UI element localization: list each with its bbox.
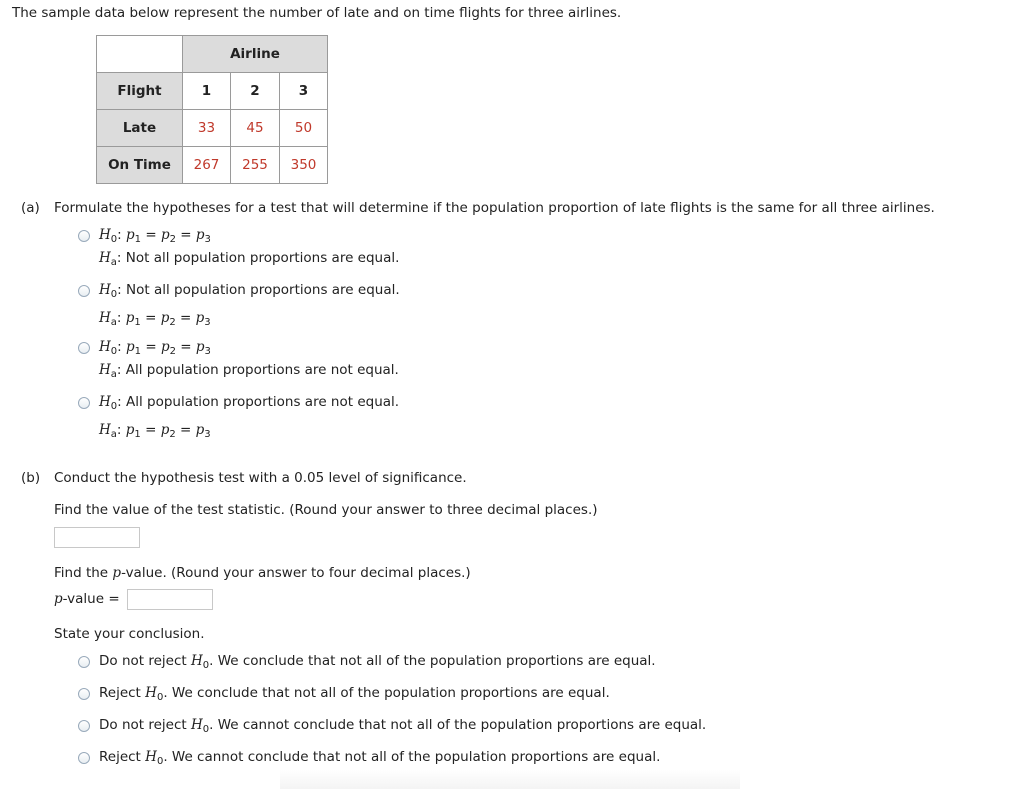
intro-text: The sample data below represent the number of late and on time flights for three airlines. bbox=[12, 5, 622, 21]
row-label-late: Late bbox=[97, 110, 183, 147]
table-cell: 350 bbox=[280, 147, 328, 184]
part-b-intro: Conduct the hypothesis test with a 0.05 level of significance. bbox=[54, 470, 467, 486]
conclusion-prompt: State your conclusion. bbox=[54, 626, 205, 642]
table-row bbox=[97, 147, 328, 184]
hypothesis-option-2-ha: $H_a$: $p_1 = p_2 = p_3$ bbox=[99, 310, 211, 328]
table-cell: 255 bbox=[231, 147, 280, 184]
hypothesis-option-3-ha: $H_a$: All population proportions are not equal. bbox=[99, 362, 399, 380]
table-row bbox=[97, 110, 328, 147]
hypothesis-option-4-ha: $H_a$: $p_1 = p_2 = p_3$ bbox=[99, 422, 211, 440]
bottom-shadow bbox=[280, 770, 740, 789]
hypothesis-option-2-radio[interactable] bbox=[78, 285, 90, 297]
conclusion-option-4-radio[interactable] bbox=[78, 752, 90, 764]
hypothesis-option-4-h0: $H_0$: All population proportions are not equal. bbox=[99, 394, 400, 412]
hypothesis-option-3-h0: $H_0$: $p_1 = p_2 = p_3$ bbox=[99, 339, 211, 357]
part-a-question: Formulate the hypotheses for a test that will determine if the population proportion of late flights is the same for all three airlines. bbox=[54, 200, 935, 216]
conclusion-option-2-text: Reject $H_0$. We conclude that not all of the population proportions are equal. bbox=[99, 685, 610, 703]
test-statistic-prompt: Find the value of the test statistic. (Round your answer to three decimal places.) bbox=[54, 502, 598, 518]
airline-1-header: 1 bbox=[183, 73, 231, 110]
part-a-label: (a) bbox=[21, 200, 40, 216]
hypothesis-option-1-ha: $H_a$: Not all population proportions are equal. bbox=[99, 250, 400, 268]
conclusion-option-3-radio[interactable] bbox=[78, 720, 90, 732]
conclusion-option-3-text: Do not reject $H_0$. We cannot conclude that not all of the population proportions are equal. bbox=[99, 717, 707, 735]
row-label-on-time: On Time bbox=[97, 147, 183, 184]
airline-header: Airline bbox=[183, 36, 328, 73]
table-empty-corner bbox=[97, 36, 183, 73]
conclusion-option-1-text: Do not reject $H_0$. We conclude that not all of the population proportions are equal. bbox=[99, 653, 656, 671]
flight-header: Flight bbox=[97, 73, 183, 110]
pvalue-prompt: Find the p-value. (Round your answer to four decimal places.) bbox=[54, 565, 471, 581]
airline-3-header: 3 bbox=[280, 73, 328, 110]
conclusion-option-2-radio[interactable] bbox=[78, 688, 90, 700]
part-b-label: (b) bbox=[21, 470, 41, 486]
table-cell: 267 bbox=[183, 147, 231, 184]
conclusion-option-4-text: Reject $H_0$. We cannot conclude that not all of the population proportions are equal. bbox=[99, 749, 661, 767]
table-cell: 33 bbox=[183, 110, 231, 147]
pvalue-label: p-value = bbox=[54, 591, 120, 607]
table-cell: 45 bbox=[231, 110, 280, 147]
flights-table bbox=[96, 35, 328, 184]
hypothesis-option-4-radio[interactable] bbox=[78, 397, 90, 409]
hypothesis-option-3-radio[interactable] bbox=[78, 342, 90, 354]
pvalue-input[interactable] bbox=[127, 589, 213, 610]
airline-2-header: 2 bbox=[231, 73, 280, 110]
hypothesis-option-1-h0: $H_0$: $p_1 = p_2 = p_3$ bbox=[99, 227, 211, 245]
hypothesis-option-1-radio[interactable] bbox=[78, 230, 90, 242]
conclusion-option-1-radio[interactable] bbox=[78, 656, 90, 668]
hypothesis-option-2-h0: $H_0$: Not all population proportions are equal. bbox=[99, 282, 400, 300]
table-cell: 50 bbox=[280, 110, 328, 147]
test-statistic-input[interactable] bbox=[54, 527, 140, 548]
